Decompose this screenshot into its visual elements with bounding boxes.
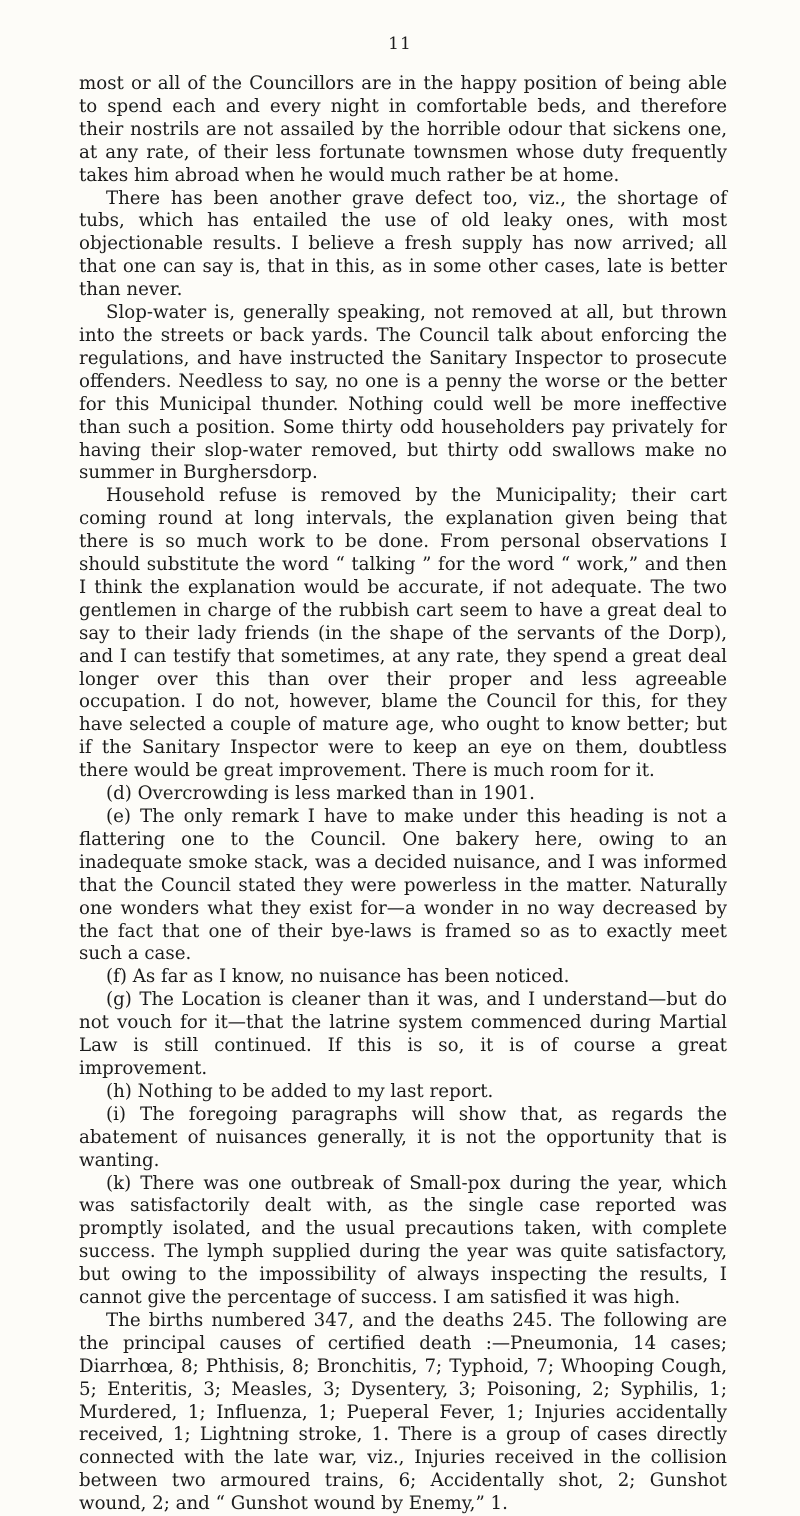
paragraph-slop-water: Slop-water is, generally speaking, not removed at all, but thrown into the streets or back yards. The Council talk about enforcing the regulations, and have instructed the Sanitary Inspector to prosecute offenders. Needless to say, no one is a penny the worse or the better for this Municipal thunder. Nothing could well be more ineffective than such a position. Some thirty odd householders pay privately for having their slop-water removed, but thirty odd swallows make no summer in Burghersdorp.	[79, 302, 727, 484]
paragraph-household-refuse: Household refuse is removed by the Municipality; their cart coming round at long intervals, the explanation given being that there is so much work to be done. From personal observations I should substitute the word “ talking ” for the word “ work,” and then I think the explanation would be accurate, if not adequate. The two gentlemen in charge of the rubbish cart seem to have a great deal to say to their lady friends (in the shape of the servants of the Dorp), and I can testify that sometimes, at any rate, they spend a great deal longer over this than over their proper and less agreeable occupation. I do not, however, blame the Council for this, for they have selected a couple of mature age, who ought to know better; but if the Sanitary Inspector were to keep an eye on them, doubtless there would be great improvement. There is much room for it.	[79, 485, 727, 782]
paragraph-i-abatement: (i) The foregoing paragraphs will show that, as regards the abatement of nuisances generally, it is not the opportunity that is wanting.	[79, 1103, 727, 1171]
page-number: 11	[388, 34, 412, 54]
paragraph-h-nothing: (h) Nothing to be added to my last report.	[106, 1080, 494, 1102]
paragraph-births-deaths: The births numbered 347, and the deaths 245. The following are the principal causes of certified death :—Pneumonia, 14 cases; Diarrhœa, 8; Phthisis, 8; Bronchitis, 7; Typhoid, 7; Whooping Cough, 5; Enteritis, 3; Measles, 3; Dysentery, 3; Poisoning, 2; Syphilis, 1; Murdered, 1; Influenza, 1; Pueperal Fever, 1; Injuries accidentally received, 1; Lightning stroke, 1. There is a group of cases directly connected with the late war, viz., Injuries received in the collision between two armoured trains, 6; Accidentally shot, 2; Gunshot wound, 2; and “ Gunshot wound by Enemy,” 1.	[79, 1309, 727, 1515]
paragraph-d-overcrowding: (d) Overcrowding is less marked than in 1901.	[106, 783, 535, 805]
paragraph-k-small-pox: (k) There was one outbreak of Small-pox during the year, which was satisfactorily dealt with, as the single case reported was promptly isolated, and the usual precautions taken, with complete success. The lymph supplied during the year was quite satisfactory, but owing to the impossibility of always inspecting the results, I cannot give the percentage of success. I am satisfied it was high.	[79, 1172, 727, 1309]
paragraph-f-nuisance: (f) As far as I know, no nuisance has been noticed.	[106, 966, 570, 988]
paragraph-g-location: (g) The Location is cleaner than it was, and I understand—but do not vouch for it—that the latrine system commenced during Martial Law is still continued. If this is so, it is of course a great improvement.	[79, 989, 727, 1079]
paragraph-councillors: most or all of the Councillors are in the happy position of being able to spend each and every night in comfortable beds, and therefore their nostrils are not assailed by the horrible odour that sickens one, at any rate, of their less fortunate townsmen whose duty frequently takes him abroad when he would much rather be at home.	[79, 73, 727, 186]
paragraph-e-bakery: (e) The only remark I have to make under this heading is not a flattering one to the Council. One bakery here, owing to an inadequate smoke stack, was a decided nuisance, and I was informed that the Council stated they were powerless in the matter. Naturally one wonders what they exist for—a wonder in no way decreased by the fact that one of their bye-laws is framed so as to exactly meet such a case.	[79, 806, 727, 965]
paragraph-tubs: There has been another grave defect too, viz., the shortage of tubs, which has entailed the use of old leaky ones, with most objectionable results. I believe a fresh supply has now arrived; all that one can say is, that in this, as in some other cases, late is better than never.	[79, 187, 727, 301]
report-body	[79, 73, 727, 1516]
